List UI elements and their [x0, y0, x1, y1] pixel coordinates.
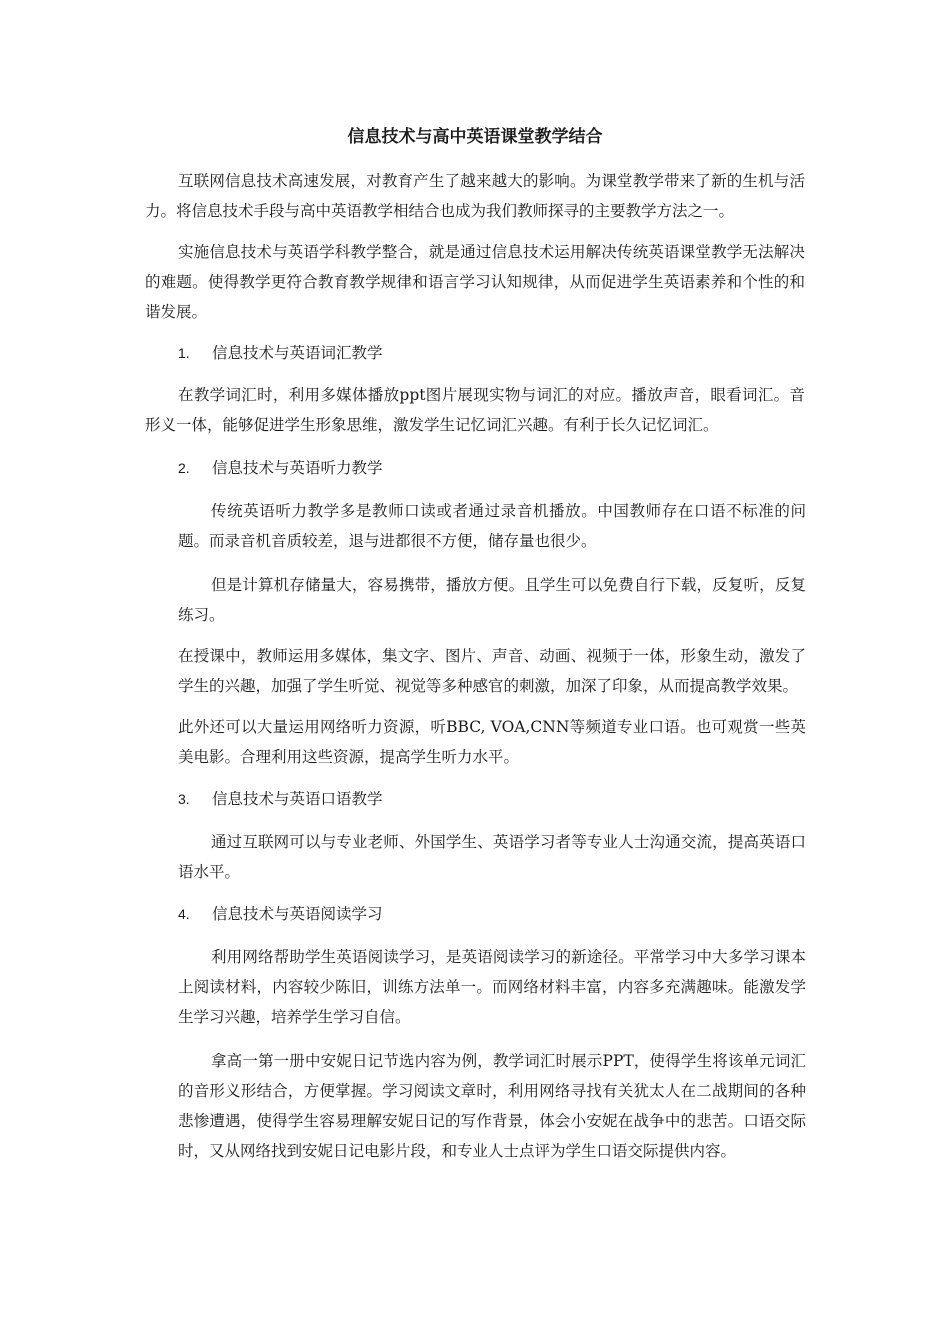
- section-number-2: 2.: [178, 460, 190, 476]
- section-heading-2: [178, 455, 383, 481]
- section-3-paragraph-1: 通过互联网可以与专业老师、外国学生、英语学习者等专业人士沟通交流，提高英语口语水平。: [178, 833, 806, 881]
- section-number-1: 1.: [178, 345, 190, 361]
- section-2-paragraph-4: 此外还可以大量运用网络听力资源，听BBC, VOA,CNN等频道专业口语。也可观赏一些英美电影。合理利用这些资源，提高学生听力水平。: [178, 718, 806, 766]
- section-2-paragraph-3: 在授课中，教师运用多媒体，集文字、图片、声音、动画、视频于一体，形象生动，激发了学生的兴趣，加强了学生听觉、视觉等多种感官的刺激，加深了印象，从而提高教学效果。: [178, 647, 806, 695]
- section-title-3: 信息技术与英语口语教学: [212, 790, 383, 808]
- section-4-paragraph-1: 利用网络帮助学生英语阅读学习，是英语阅读学习的新途径。平常学习中大多学习课本上阅读材料，内容较少陈旧，训练方法单一。而网络材料丰富，内容多充满趣味。能激发学生学习兴趣，培养学生学习自信。: [178, 948, 806, 1026]
- section-2-paragraph-1: 传统英语听力教学多是教师口读或者通过录音机播放。中国教师存在口语不标准的问题。而录音机音质较差，退与进都很不方便，储存量也很少。: [178, 502, 806, 550]
- section-title-2: 信息技术与英语听力教学: [212, 459, 383, 477]
- section-1-paragraph-1: 在教学词汇时，利用多媒体播放ppt图片展现实物与词汇的对应。播放声音，眼看词汇。音形义一体，能够促进学生形象思维，激发学生记忆词汇兴趣。有利于长久记忆词汇。: [145, 386, 805, 434]
- section-2-paragraph-2: 但是计算机存储量大，容易携带，播放方便。且学生可以免费自行下载，反复听，反复练习。: [178, 576, 806, 624]
- section-title-1: 信息技术与英语词汇教学: [212, 344, 383, 362]
- section-number-4: 4.: [178, 906, 190, 922]
- section-number-3: 3.: [178, 791, 190, 807]
- document-title: 信息技术与高中英语课堂教学结合: [347, 127, 603, 147]
- section-4-paragraph-2: 拿高一第一册中安妮日记节选内容为例，教学词汇时展示PPT，使得学生将该单元词汇的音形义形结合，方便掌握。学习阅读文章时，利用网络寻找有关犹太人在二战期间的各种悲惨遭遇，使得学生容易理解安妮日记的写作背景，体会小安妮在战争中的悲苦。口语交际时，又从网络找到安妮日记电影片段，和专业人士点评为学生口语交际提供内容。: [178, 1052, 806, 1160]
- section-title-4: 信息技术与英语阅读学习: [212, 905, 383, 923]
- section-heading-4: [178, 901, 383, 927]
- intro-paragraph-2: 实施信息技术与英语学科教学整合，就是通过信息技术运用解决传统英语课堂教学无法解决的难题。使得教学更符合教育教学规律和语言学习认知规律，从而促进学生英语素养和个性的和谐发展。: [145, 243, 805, 321]
- section-heading-3: [178, 786, 383, 812]
- intro-paragraph-1: 互联网信息技术高速发展，对教育产生了越来越大的影响。为课堂教学带来了新的生机与活力。将信息技术手段与高中英语教学相结合也成为我们教师探寻的主要教学方法之一。: [145, 172, 805, 220]
- section-heading-1: [178, 340, 383, 366]
